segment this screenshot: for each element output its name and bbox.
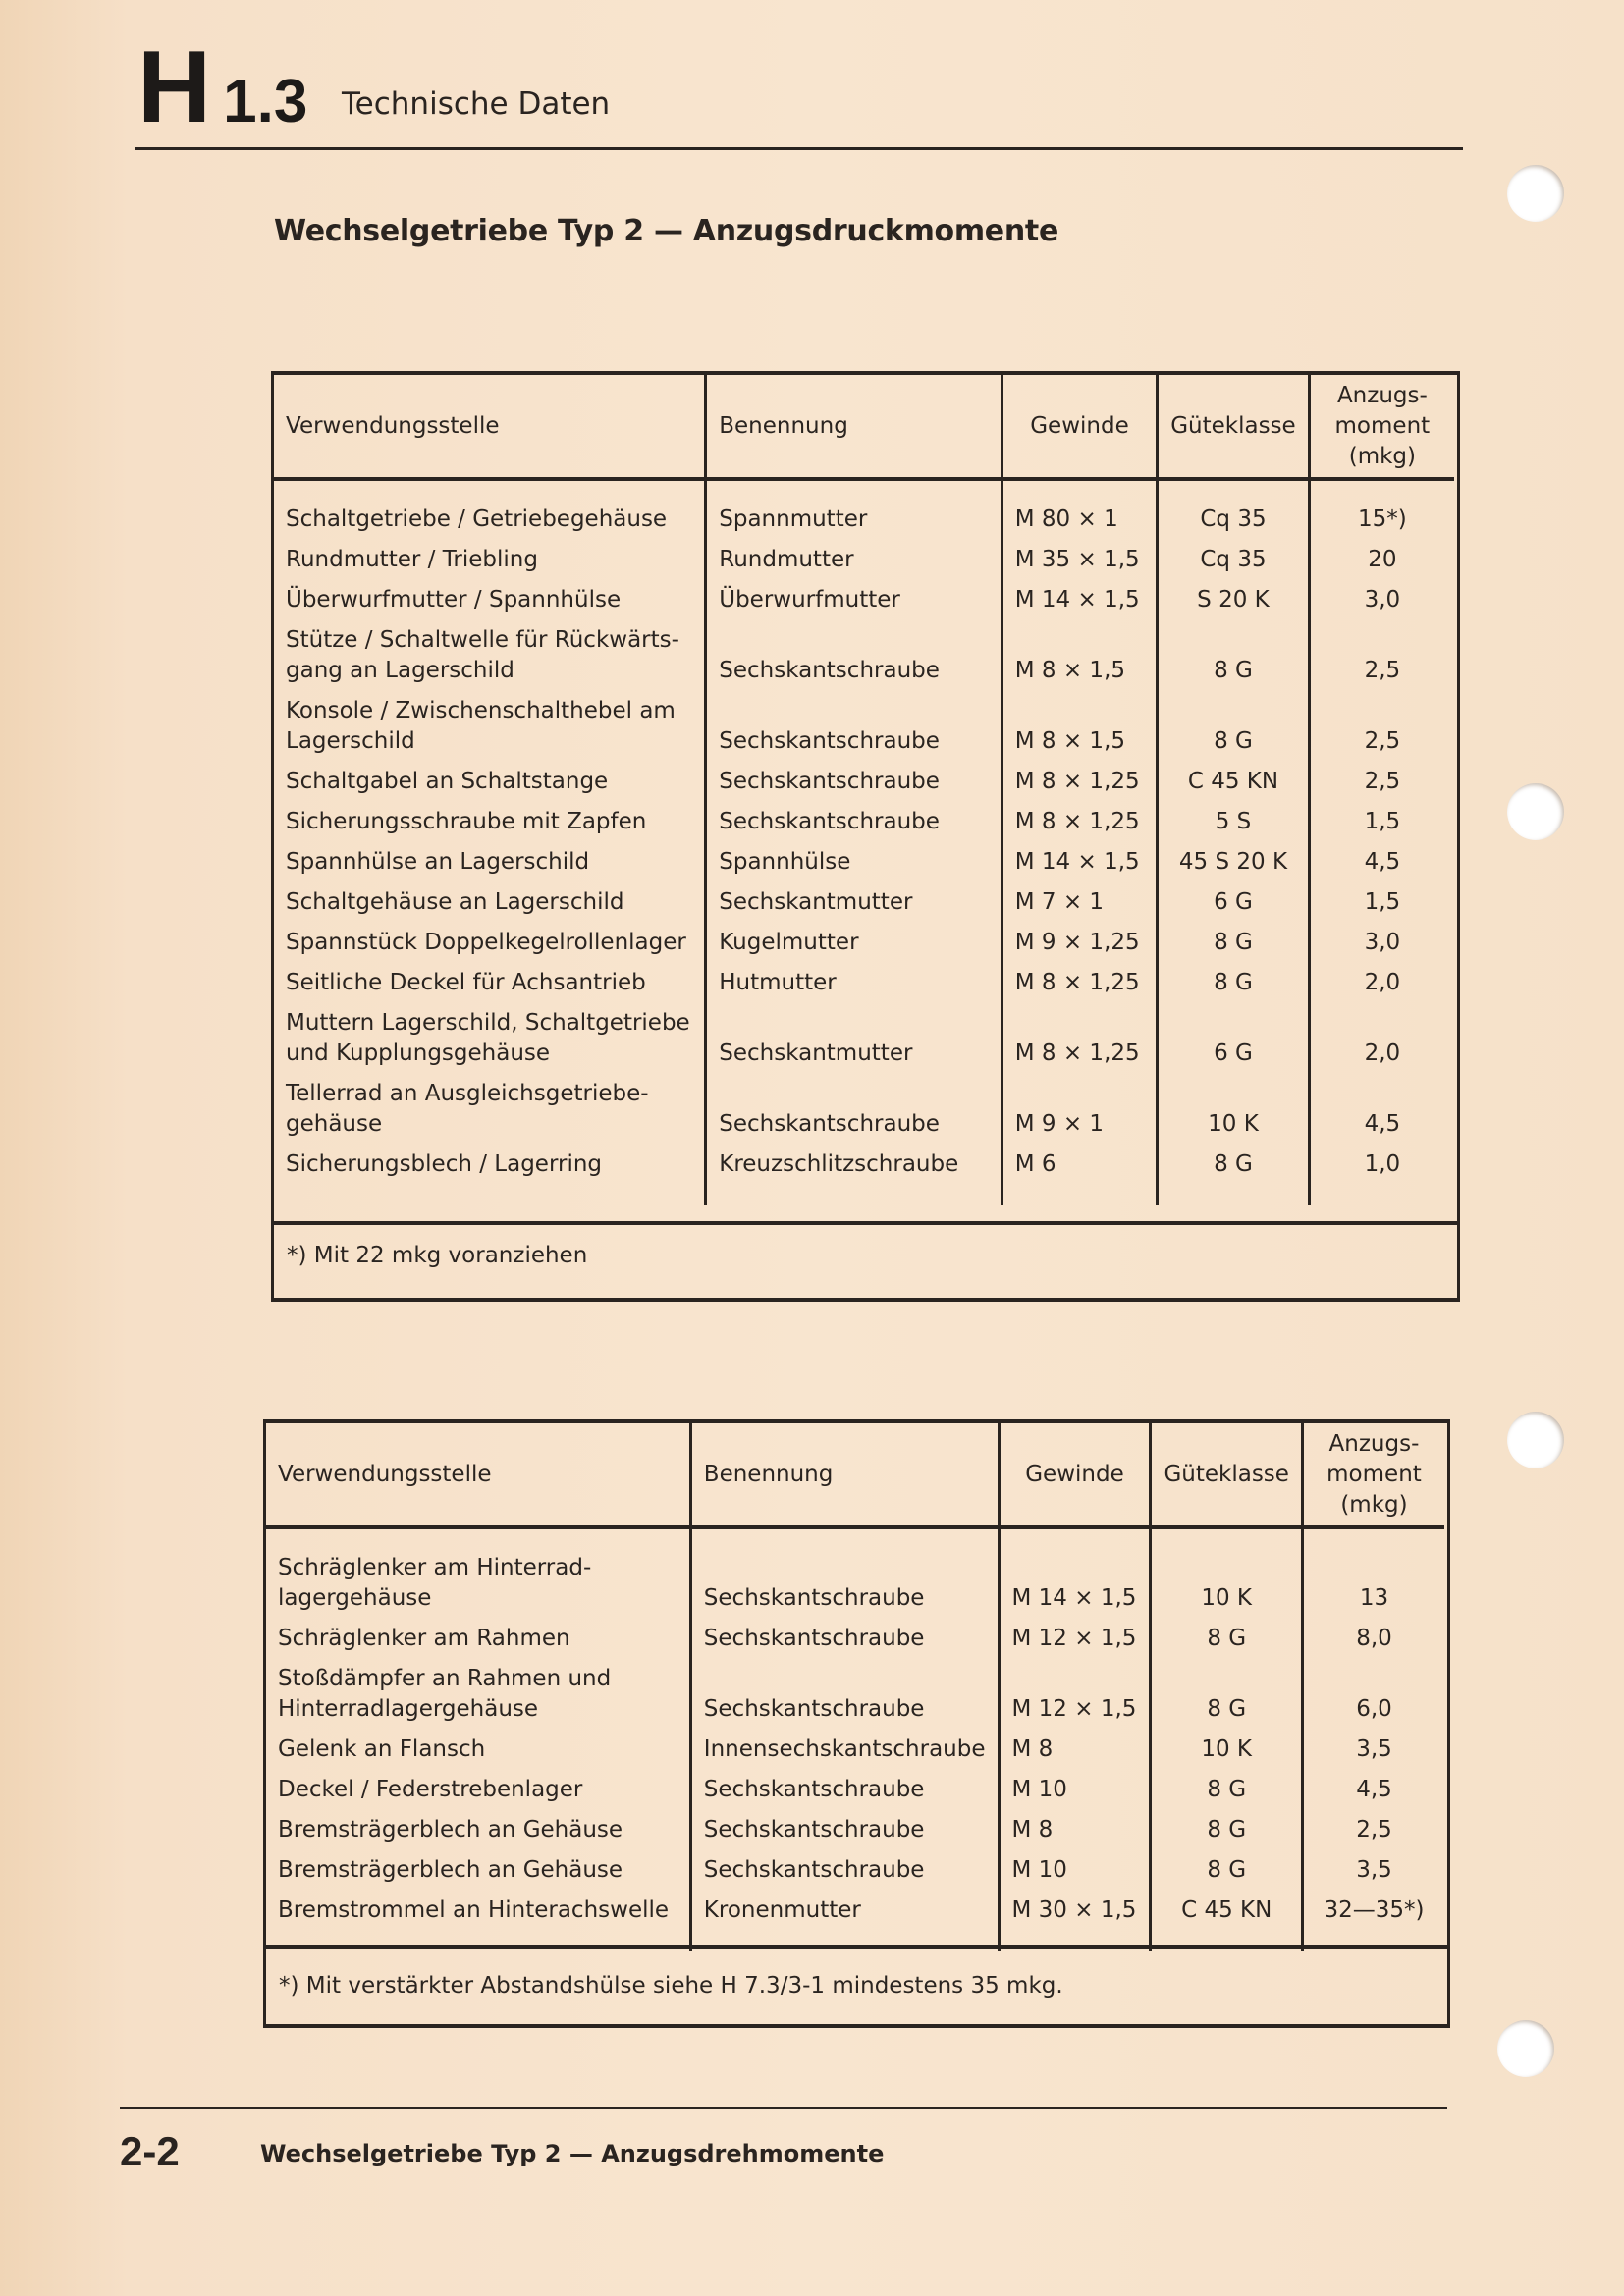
table-row: [266, 1735, 1444, 1775]
cell-verwendungsstelle: Stütze / Schaltwelle für Rückwärts- gang an Lagerschild: [286, 627, 679, 683]
column-header-anzugsmoment: Anzugs- moment (mkg): [1302, 1423, 1444, 1527]
cell-gewinde: M 9 × 1: [1001, 1079, 1157, 1149]
cell-verwendungsstelle: Schaltgehäuse an Lagerschild: [286, 889, 624, 915]
cell-verwendungsstelle: Schräglenker am Hinterrad- lagergehäuse: [278, 1555, 592, 1611]
table-row: [266, 1664, 1444, 1735]
cell-gewinde: M 8 × 1,25: [1001, 807, 1157, 847]
table2-footnote: *) Mit verstärkter Abstandshülse siehe H 7.3/3-1 mindestens 35 mkg.: [279, 1973, 1063, 1999]
cell-benennung: Sechskantschraube: [706, 1079, 1002, 1149]
table-row: [274, 767, 1454, 807]
cell-gueteklasse: 45 S 20 K: [1158, 847, 1310, 887]
page-heading: Wechselgetriebe Typ 2 — Anzugsdruckmomente: [274, 214, 1058, 248]
cell-gueteklasse: 8 G: [1151, 1775, 1303, 1815]
table-header-row: [274, 375, 1454, 479]
cell-verwendungsstelle: Stoßdämpfer an Rahmen und Hinterradlagergehäuse: [278, 1666, 612, 1722]
section-title: Technische Daten: [342, 86, 611, 122]
section-letter: H: [137, 30, 210, 144]
cell-verwendungsstelle: Seitliche Deckel für Achsantrieb: [286, 970, 646, 995]
cell-verwendungsstelle: Bremsträgerblech an Gehäuse: [278, 1817, 623, 1842]
punch-hole: [1507, 783, 1564, 840]
cell-gewinde: M 80 × 1: [1001, 479, 1157, 545]
cell-gueteklasse: Cq 35: [1158, 545, 1310, 585]
table-row: [266, 1896, 1444, 1951]
punch-hole: [1507, 165, 1564, 222]
cell-anzugsmoment: 13: [1302, 1527, 1444, 1624]
cell-gewinde: M 8 × 1,5: [1001, 625, 1157, 696]
cell-benennung: Sechskantschraube: [706, 767, 1002, 807]
cell-benennung: Sechskantschraube: [706, 696, 1002, 767]
cell-benennung: Sechskantmutter: [706, 1008, 1002, 1079]
table-row: [266, 1815, 1444, 1855]
cell-gueteklasse: 8 G: [1158, 696, 1310, 767]
cell-gueteklasse: 8 G: [1151, 1664, 1303, 1735]
cell-gueteklasse: S 20 K: [1158, 585, 1310, 625]
cell-anzugsmoment: 1,0: [1309, 1149, 1454, 1205]
cell-anzugsmoment: 4,5: [1309, 847, 1454, 887]
table-row: [274, 1008, 1454, 1079]
cell-verwendungsstelle: Spannstück Doppelkegelrollenlager: [286, 930, 686, 955]
cell-verwendungsstelle: Konsole / Zwischenschalthebel am Lagerschild: [286, 698, 676, 754]
table-row: [266, 1775, 1444, 1815]
footer-rule: [120, 2107, 1447, 2109]
cell-anzugsmoment: 1,5: [1309, 807, 1454, 847]
cell-benennung: Sechskantschraube: [690, 1624, 999, 1664]
cell-benennung: Hutmutter: [706, 968, 1002, 1008]
table-row: [266, 1855, 1444, 1896]
column-header-verwendungsstelle: Verwendungsstelle: [274, 375, 706, 479]
cell-benennung: Sechskantschraube: [690, 1664, 999, 1735]
cell-anzugsmoment: 4,5: [1309, 1079, 1454, 1149]
cell-anzugsmoment: 3,0: [1309, 928, 1454, 968]
cell-gueteklasse: 6 G: [1158, 887, 1310, 928]
cell-verwendungsstelle: Sicherungsblech / Lagerring: [286, 1151, 603, 1177]
torque-table-2: [266, 1423, 1444, 1951]
cell-gueteklasse: 8 G: [1151, 1855, 1303, 1896]
column-header-gueteklasse: Güteklasse: [1158, 375, 1310, 479]
table-row: [274, 479, 1454, 545]
cell-gewinde: M 14 × 1,5: [1001, 847, 1157, 887]
cell-verwendungsstelle: Tellerrad an Ausgleichsgetriebe- gehäuse: [286, 1081, 649, 1137]
cell-anzugsmoment: 8,0: [1302, 1624, 1444, 1664]
cell-benennung: Sechskantschraube: [690, 1855, 999, 1896]
punch-hole: [1507, 1412, 1564, 1468]
cell-anzugsmoment: 2,0: [1309, 968, 1454, 1008]
cell-benennung: Rundmutter: [706, 545, 1002, 585]
header-rule: [135, 147, 1463, 150]
cell-gueteklasse: C 45 KN: [1151, 1896, 1303, 1951]
table-header-row: [266, 1423, 1444, 1527]
cell-benennung: Sechskantmutter: [706, 887, 1002, 928]
cell-anzugsmoment: 1,5: [1309, 887, 1454, 928]
cell-benennung: Sechskantschraube: [690, 1775, 999, 1815]
cell-anzugsmoment: 2,5: [1309, 767, 1454, 807]
cell-benennung: Innensechskantschraube: [690, 1735, 999, 1775]
cell-anzugsmoment: 32—35*): [1302, 1896, 1444, 1951]
cell-gueteklasse: C 45 KN: [1158, 767, 1310, 807]
table2-footnote-rule: [263, 1945, 1447, 1949]
cell-gueteklasse: 6 G: [1158, 1008, 1310, 1079]
table-row: [274, 968, 1454, 1008]
table-row: [274, 585, 1454, 625]
cell-anzugsmoment: 2,5: [1309, 625, 1454, 696]
cell-anzugsmoment: 15*): [1309, 479, 1454, 545]
cell-gewinde: M 12 × 1,5: [999, 1664, 1151, 1735]
column-header-benennung: Benennung: [706, 375, 1002, 479]
table-row: [266, 1624, 1444, 1664]
cell-gueteklasse: 8 G: [1158, 625, 1310, 696]
table1-footnote-rule: [271, 1221, 1457, 1225]
cell-verwendungsstelle: Muttern Lagerschild, Schaltgetriebe und Kupplungsgehäuse: [286, 1010, 690, 1066]
cell-benennung: Sechskantschraube: [690, 1815, 999, 1855]
table-row: [274, 1079, 1454, 1149]
cell-gewinde: M 8 × 1,5: [1001, 696, 1157, 767]
torque-table-1: [274, 375, 1454, 1205]
cell-gewinde: M 7 × 1: [1001, 887, 1157, 928]
cell-gewinde: M 14 × 1,5: [999, 1527, 1151, 1624]
cell-gewinde: M 10: [999, 1775, 1151, 1815]
cell-verwendungsstelle: Schaltgabel an Schaltstange: [286, 769, 609, 794]
cell-benennung: Kugelmutter: [706, 928, 1002, 968]
table-row: [274, 928, 1454, 968]
cell-anzugsmoment: 3,5: [1302, 1855, 1444, 1896]
table-row: [274, 1149, 1454, 1205]
cell-gueteklasse: 10 K: [1151, 1735, 1303, 1775]
table-row: [274, 625, 1454, 696]
cell-verwendungsstelle: Bremsträgerblech an Gehäuse: [278, 1857, 623, 1883]
cell-gewinde: M 6: [1001, 1149, 1157, 1205]
cell-verwendungsstelle: Spannhülse an Lagerschild: [286, 849, 590, 875]
cell-anzugsmoment: 2,5: [1302, 1815, 1444, 1855]
table-row: [266, 1527, 1444, 1624]
cell-anzugsmoment: 2,0: [1309, 1008, 1454, 1079]
page-number: 2-2: [120, 2128, 180, 2174]
cell-gewinde: M 14 × 1,5: [1001, 585, 1157, 625]
table-row: [274, 545, 1454, 585]
cell-gueteklasse: 8 G: [1151, 1624, 1303, 1664]
table-row: [274, 696, 1454, 767]
cell-gueteklasse: 8 G: [1158, 928, 1310, 968]
cell-verwendungsstelle: Sicherungsschraube mit Zapfen: [286, 809, 647, 834]
cell-anzugsmoment: 6,0: [1302, 1664, 1444, 1735]
punch-hole: [1497, 2020, 1554, 2077]
cell-benennung: Spannhülse: [706, 847, 1002, 887]
cell-anzugsmoment: 2,5: [1309, 696, 1454, 767]
cell-benennung: Kronenmutter: [690, 1896, 999, 1951]
column-header-gewinde: Gewinde: [999, 1423, 1151, 1527]
cell-benennung: Sechskantschraube: [706, 807, 1002, 847]
cell-verwendungsstelle: Schaltgetriebe / Getriebegehäuse: [286, 507, 668, 532]
table-row: [274, 847, 1454, 887]
cell-gueteklasse: 5 S: [1158, 807, 1310, 847]
footer-title: Wechselgetriebe Typ 2 — Anzugsdrehmomente: [260, 2140, 885, 2167]
table-row: [274, 887, 1454, 928]
cell-gewinde: M 8: [999, 1735, 1151, 1775]
column-header-gueteklasse: Güteklasse: [1151, 1423, 1303, 1527]
cell-gewinde: M 8 × 1,25: [1001, 968, 1157, 1008]
cell-gewinde: M 9 × 1,25: [1001, 928, 1157, 968]
column-header-benennung: Benennung: [690, 1423, 999, 1527]
cell-benennung: Sechskantschraube: [706, 625, 1002, 696]
cell-gueteklasse: Cq 35: [1158, 479, 1310, 545]
cell-benennung: Sechskantschraube: [690, 1527, 999, 1624]
cell-gueteklasse: 10 K: [1158, 1079, 1310, 1149]
cell-verwendungsstelle: Schräglenker am Rahmen: [278, 1626, 570, 1651]
table-row: [274, 807, 1454, 847]
table1-footnote: *) Mit 22 mkg voranziehen: [287, 1243, 588, 1268]
section-number: [137, 29, 307, 146]
cell-verwendungsstelle: Bremstrommel an Hinterachswelle: [278, 1897, 670, 1923]
cell-verwendungsstelle: Überwurfmutter / Spannhülse: [286, 587, 622, 613]
section-subnumber: 1.3: [223, 68, 308, 135]
cell-gewinde: M 12 × 1,5: [999, 1624, 1151, 1664]
cell-benennung: Spannmutter: [706, 479, 1002, 545]
column-header-anzugsmoment: Anzugs- moment (mkg): [1309, 375, 1454, 479]
cell-benennung: Kreuzschlitzschraube: [706, 1149, 1002, 1205]
cell-gueteklasse: 8 G: [1158, 1149, 1310, 1205]
cell-anzugsmoment: 4,5: [1302, 1775, 1444, 1815]
cell-gueteklasse: 8 G: [1151, 1815, 1303, 1855]
cell-gewinde: M 8 × 1,25: [1001, 767, 1157, 807]
cell-verwendungsstelle: Rundmutter / Triebling: [286, 547, 538, 572]
cell-anzugsmoment: 3,0: [1309, 585, 1454, 625]
cell-gewinde: M 30 × 1,5: [999, 1896, 1151, 1951]
cell-gewinde: M 8: [999, 1815, 1151, 1855]
cell-benennung: Überwurfmutter: [706, 585, 1002, 625]
cell-gewinde: M 8 × 1,25: [1001, 1008, 1157, 1079]
cell-anzugsmoment: 20: [1309, 545, 1454, 585]
cell-verwendungsstelle: Gelenk an Flansch: [278, 1736, 486, 1762]
column-header-verwendungsstelle: Verwendungsstelle: [266, 1423, 690, 1527]
cell-anzugsmoment: 3,5: [1302, 1735, 1444, 1775]
cell-gewinde: M 10: [999, 1855, 1151, 1896]
cell-verwendungsstelle: Deckel / Federstrebenlager: [278, 1777, 583, 1802]
cell-gueteklasse: 10 K: [1151, 1527, 1303, 1624]
cell-gewinde: M 35 × 1,5: [1001, 545, 1157, 585]
column-header-gewinde: Gewinde: [1001, 375, 1157, 479]
cell-gueteklasse: 8 G: [1158, 968, 1310, 1008]
